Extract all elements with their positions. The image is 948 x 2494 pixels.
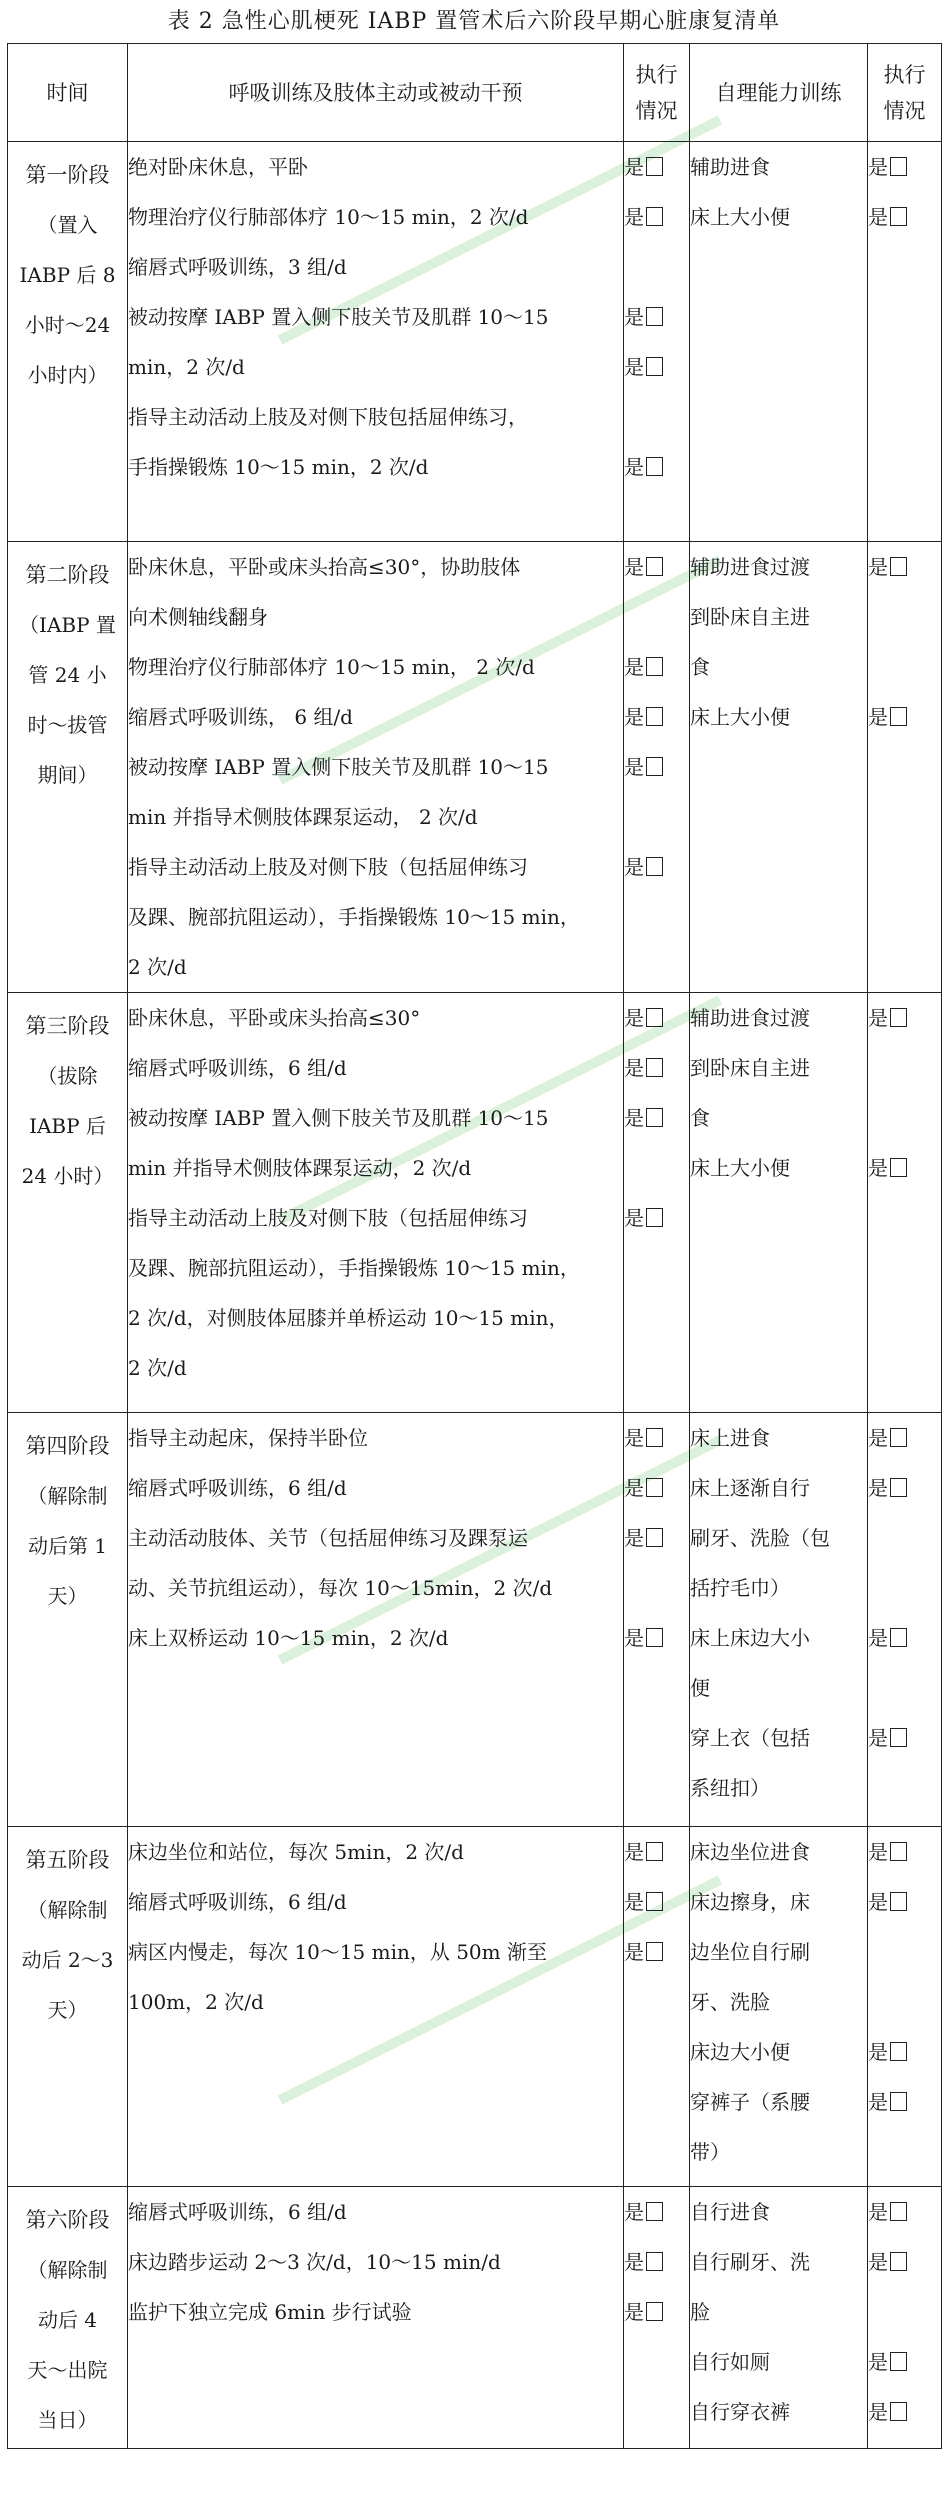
selfcare-line: 床上逐渐自行: [690, 1476, 810, 1500]
yes-label: 是: [868, 2200, 888, 2224]
stage-row: [8, 993, 942, 1413]
yes-checkbox-item[interactable]: [868, 2187, 941, 2237]
stage-row: [8, 142, 942, 542]
header-exec1: [624, 44, 690, 142]
checkbox-icon[interactable]: [646, 207, 663, 226]
stage-period-line: 时～拔管: [27, 713, 108, 737]
stage-period-line: 24 小时）: [21, 1164, 114, 1188]
breathing-line: 2 次/d: [128, 955, 187, 979]
checkbox-icon[interactable]: [646, 157, 663, 176]
checkbox-icon[interactable]: [646, 1008, 663, 1027]
breathing-line: 缩唇式呼吸训练，6 组/d: [128, 2200, 347, 2224]
stage-time-cell: [8, 542, 128, 993]
checkbox-icon[interactable]: [646, 707, 663, 726]
blank-line: [868, 1043, 941, 1093]
yes-checkbox-item[interactable]: [624, 2287, 689, 2337]
yes-checkbox-item[interactable]: [624, 542, 689, 592]
yes-label: 是: [624, 1940, 644, 1964]
selfcare-line: 床上床边大小: [690, 1626, 810, 1650]
yes-checkbox-item[interactable]: [868, 1143, 941, 1193]
checkbox-icon[interactable]: [890, 207, 907, 226]
yes-checkbox-item[interactable]: [868, 2337, 941, 2387]
yes-label: 是: [624, 155, 644, 179]
yes-checkbox-item[interactable]: [624, 1927, 689, 1977]
yes-label: 是: [624, 455, 644, 479]
checkbox-icon[interactable]: [646, 1528, 663, 1547]
selfcare-line: 刷牙、洗脸（包: [690, 1526, 830, 1550]
selfcare-line: 到卧床自主进: [690, 1056, 810, 1080]
blank-line: [624, 1293, 689, 1343]
yes-checkbox-item[interactable]: [624, 1193, 689, 1243]
breathing-line: 指导主动活动上肢及对侧下肢（包括屈伸练习: [128, 855, 528, 879]
breathing-line: 100m，2 次/d: [128, 1990, 264, 2014]
exec2-cell: [868, 2187, 942, 2449]
yes-checkbox-item[interactable]: [868, 192, 941, 242]
yes-checkbox-item[interactable]: [624, 1613, 689, 1663]
yes-checkbox-item[interactable]: [624, 692, 689, 742]
yes-label: 是: [624, 555, 644, 579]
yes-checkbox-item[interactable]: [624, 1093, 689, 1143]
stage-period-line: （IABP 置: [19, 613, 116, 637]
yes-label: 是: [624, 205, 644, 229]
stage-period-line: 天～出院: [27, 2358, 108, 2382]
selfcare-line: 食: [690, 1106, 710, 1130]
breathing-cell: [128, 1413, 624, 1827]
yes-label: 是: [624, 1526, 644, 1550]
header-selfcare: 自理能力训练: [690, 44, 868, 142]
yes-label: 是: [868, 2090, 888, 2114]
blank-line: [868, 2127, 941, 2177]
yes-label: 是: [624, 1426, 644, 1450]
yes-label: 是: [624, 855, 644, 879]
yes-label: 是: [868, 1840, 888, 1864]
exec1-cell: [624, 993, 690, 1413]
stage-period-line: （解除制: [27, 2258, 108, 2282]
yes-label: 是: [868, 1476, 888, 1500]
yes-checkbox-item[interactable]: [624, 742, 689, 792]
yes-label: 是: [868, 1156, 888, 1180]
exec2-cell: [868, 142, 942, 542]
exec2-cell: [868, 993, 942, 1413]
yes-label: 是: [624, 1006, 644, 1030]
blank-line: [624, 942, 689, 992]
breathing-line: 被动按摩 IABP 置入侧下肢关节及肌群 10～15: [128, 755, 549, 779]
yes-label: 是: [624, 655, 644, 679]
yes-label: 是: [624, 305, 644, 329]
breathing-line: 被动按摩 IABP 置入侧下肢关节及肌群 10～15: [128, 305, 549, 329]
breathing-line: 缩唇式呼吸训练，6 组/d: [128, 1890, 347, 1914]
yes-label: 是: [868, 2250, 888, 2274]
breathing-line: 绝对卧床休息，平卧: [128, 155, 308, 179]
breathing-line: 缩唇式呼吸训练， 6 组/d: [128, 705, 353, 729]
selfcare-line: 床上大小便: [690, 205, 790, 229]
selfcare-line: 便: [690, 1676, 710, 1700]
breathing-line: 指导主动活动上肢及对侧下肢（包括屈伸练习: [128, 1206, 528, 1230]
selfcare-line: 床边大小便: [690, 2040, 790, 2064]
checkbox-icon[interactable]: [646, 457, 663, 476]
yes-label: 是: [868, 205, 888, 229]
checkbox-icon[interactable]: [646, 1942, 663, 1961]
yes-checkbox-item[interactable]: [624, 342, 689, 392]
checkbox-icon[interactable]: [646, 1428, 663, 1447]
selfcare-cell: [690, 542, 868, 993]
breathing-line: 手指操锻炼 10～15 min，2 次/d: [128, 455, 429, 479]
checkbox-icon[interactable]: [890, 157, 907, 176]
selfcare-cell: [690, 1413, 868, 1827]
stage-period-line: 小时内）: [27, 363, 108, 387]
breathing-line: 及踝、腕部抗阻运动），手指操锻炼 10～15 min，: [128, 1256, 580, 1280]
yes-label: 是: [624, 1476, 644, 1500]
yes-label: 是: [624, 355, 644, 379]
breathing-line: 卧床休息，平卧或床头抬高≤30°: [128, 1006, 421, 1030]
exec1-cell: [624, 542, 690, 993]
selfcare-cell: [690, 142, 868, 542]
yes-checkbox-item[interactable]: [624, 292, 689, 342]
exec1-cell: [624, 1413, 690, 1827]
breathing-line: 指导主动起床，保持半卧位: [128, 1426, 368, 1450]
exec2-cell: [868, 542, 942, 993]
yes-checkbox-item[interactable]: [868, 142, 941, 192]
breathing-line: 监护下独立完成 6min 步行试验: [128, 2300, 412, 2324]
stage-time-cell: [8, 993, 128, 1413]
blank-line: [868, 1663, 941, 1713]
yes-checkbox-item[interactable]: [624, 442, 689, 492]
stage-row: [8, 542, 942, 993]
breathing-line: 床边踏步运动 2～3 次/d，10～15 min/d: [128, 2250, 501, 2274]
stage-period-line: 动后第 1: [27, 1534, 108, 1558]
checkbox-icon[interactable]: [890, 2202, 907, 2221]
selfcare-line: 穿上衣（包括: [690, 1726, 810, 1750]
checkbox-icon[interactable]: [646, 2252, 663, 2271]
header-row: [8, 44, 942, 142]
yes-checkbox-item[interactable]: [624, 192, 689, 242]
blank-line: [624, 1343, 689, 1393]
checkbox-icon[interactable]: [890, 707, 907, 726]
yes-checkbox-item[interactable]: [624, 1413, 689, 1463]
checkbox-icon[interactable]: [646, 1058, 663, 1077]
checkbox-icon[interactable]: [646, 1108, 663, 1127]
breathing-cell: [128, 2187, 624, 2449]
selfcare-line: 床上大小便: [690, 1156, 790, 1180]
stage-period-line: 天）: [47, 1584, 88, 1608]
checkbox-icon[interactable]: [646, 757, 663, 776]
breathing-line: 病区内慢走，每次 10～15 min，从 50m 渐至: [128, 1940, 547, 1964]
breathing-line: 卧床休息，平卧或床头抬高≤30°，协助肢体: [128, 555, 521, 579]
yes-checkbox-item[interactable]: [624, 1827, 689, 1877]
yes-label: 是: [624, 1840, 644, 1864]
yes-checkbox-item[interactable]: [868, 2387, 941, 2437]
breathing-line: 缩唇式呼吸训练，6 组/d: [128, 1056, 347, 1080]
table-title: 表 2 急性心肌梗死 IABP 置管术后六阶段早期心脏康复清单: [167, 9, 781, 34]
checkbox-icon[interactable]: [890, 2042, 907, 2061]
breathing-cell: [128, 993, 624, 1413]
yes-label: 是: [624, 1890, 644, 1914]
yes-checkbox-item[interactable]: [624, 993, 689, 1043]
breathing-line: 物理治疗仪行肺部体疗 10～15 min， 2 次/d: [128, 655, 535, 679]
blank-line: [868, 642, 941, 692]
blank-line: [868, 1513, 941, 1563]
exec2-cell: [868, 1827, 942, 2187]
yes-checkbox-item[interactable]: [624, 1043, 689, 1093]
yes-label: 是: [624, 1626, 644, 1650]
stage-name: 第三阶段: [25, 1014, 110, 1038]
table-body: [8, 142, 942, 2449]
stage-period-line: （拔除: [37, 1064, 98, 1088]
yes-label: 是: [868, 2040, 888, 2064]
stage-period-line: IABP 后: [29, 1114, 106, 1138]
stage-period-line: （置入: [37, 213, 98, 237]
blank-line: [868, 1563, 941, 1613]
header-exec2: [868, 44, 942, 142]
header-breathing: 呼吸训练及肢体主动或被动干预: [128, 44, 624, 142]
checkbox-icon[interactable]: [890, 2252, 907, 2271]
selfcare-line: 到卧床自主进: [690, 605, 810, 629]
checkbox-icon[interactable]: [890, 557, 907, 576]
yes-checkbox-item[interactable]: [624, 2187, 689, 2237]
header-exec1-line: 情况: [635, 98, 678, 123]
yes-label: 是: [868, 2350, 888, 2374]
blank-line: [868, 1927, 941, 1977]
checkbox-icon[interactable]: [890, 1892, 907, 1911]
stage-name: 第一阶段: [25, 163, 110, 187]
exec2-cell: [868, 1413, 942, 1827]
checkbox-icon[interactable]: [890, 1728, 907, 1747]
stage-period-line: 动后 4: [37, 2308, 98, 2332]
blank-line: [624, 1243, 689, 1293]
stage-row: [8, 1827, 942, 2187]
blank-line: [868, 1093, 941, 1143]
breathing-line: 被动按摩 IABP 置入侧下肢关节及肌群 10～15: [128, 1106, 549, 1130]
stage-period-line: （解除制: [27, 1898, 108, 1922]
yes-checkbox-item[interactable]: [868, 1613, 941, 1663]
blank-line: [624, 242, 689, 292]
selfcare-cell: [690, 993, 868, 1413]
stage-row: [8, 2187, 942, 2449]
checkbox-icon[interactable]: [646, 2202, 663, 2221]
breathing-cell: [128, 542, 624, 993]
breathing-line: 床上双桥运动 10～15 min，2 次/d: [128, 1626, 449, 1650]
yes-label: 是: [868, 1890, 888, 1914]
stage-period-line: （解除制: [27, 1484, 108, 1508]
checkbox-icon[interactable]: [646, 307, 663, 326]
blank-line: [624, 892, 689, 942]
yes-checkbox-item[interactable]: [624, 1463, 689, 1513]
yes-checkbox-item[interactable]: [868, 993, 941, 1043]
stage-name: 第二阶段: [25, 563, 110, 587]
yes-label: 是: [624, 1206, 644, 1230]
stage-period-line: 当日）: [37, 2408, 98, 2432]
yes-checkbox-item[interactable]: [868, 2027, 941, 2077]
yes-label: 是: [868, 1006, 888, 1030]
selfcare-line: 自行如厕: [690, 2350, 770, 2374]
selfcare-line: 带）: [690, 2140, 730, 2164]
stage-period-line: 天）: [47, 1998, 88, 2022]
breathing-line: 指导主动活动上肢及对侧下肢包括屈伸练习，: [128, 405, 528, 429]
breathing-line: 床边坐位和站位，每次 5min，2 次/d: [128, 1840, 464, 1864]
exec1-cell: [624, 2187, 690, 2449]
checkbox-icon[interactable]: [646, 657, 663, 676]
stage-period-line: 管 24 小: [28, 663, 107, 687]
stage-time-cell: [8, 142, 128, 542]
breathing-line: 2 次/d: [128, 1356, 187, 1380]
blank-line: [868, 1977, 941, 2027]
stage-time-cell: [8, 1827, 128, 2187]
yes-label: 是: [624, 2200, 644, 2224]
checkbox-icon[interactable]: [890, 1842, 907, 1861]
stage-period-line: IABP 后 8: [19, 263, 116, 287]
checkbox-icon[interactable]: [890, 2402, 907, 2421]
breathing-line: 2 次/d，对侧肢体屈膝并单桥运动 10～15 min，: [128, 1306, 569, 1330]
yes-label: 是: [624, 755, 644, 779]
selfcare-line: 食: [690, 655, 710, 679]
yes-checkbox-item[interactable]: [868, 1463, 941, 1513]
yes-checkbox-item[interactable]: [868, 1877, 941, 1927]
exec1-cell: [624, 142, 690, 542]
blank-line: [868, 592, 941, 642]
yes-checkbox-item[interactable]: [868, 2237, 941, 2287]
checkbox-icon[interactable]: [890, 2352, 907, 2371]
breathing-line: 物理治疗仪行肺部体疗 10～15 min，2 次/d: [128, 205, 529, 229]
breathing-line: 动、关节抗组运动），每次 10～15min，2 次/d: [128, 1576, 553, 1600]
yes-checkbox-item[interactable]: [868, 692, 941, 742]
header-exec2-line: 情况: [883, 98, 926, 123]
selfcare-line: 自行进食: [690, 2200, 770, 2224]
yes-checkbox-item[interactable]: [868, 1827, 941, 1877]
blank-line: [624, 1977, 689, 2027]
header-exec2-line: 执行: [883, 62, 926, 87]
yes-checkbox-item[interactable]: [624, 142, 689, 192]
breathing-cell: [128, 142, 624, 542]
selfcare-line: 自行穿衣裤: [690, 2400, 790, 2424]
selfcare-line: 穿裤子（系腰: [690, 2090, 810, 2114]
yes-checkbox-item[interactable]: [868, 1713, 941, 1763]
blank-line: [624, 1563, 689, 1613]
yes-label: 是: [868, 1726, 888, 1750]
header-time: 时间: [8, 44, 128, 142]
checkbox-icon[interactable]: [646, 2302, 663, 2321]
yes-label: 是: [868, 2400, 888, 2424]
selfcare-line: 辅助进食: [690, 155, 770, 179]
yes-label: 是: [868, 155, 888, 179]
stage-period-line: 期间）: [37, 763, 98, 787]
yes-checkbox-item[interactable]: [624, 1877, 689, 1927]
selfcare-line: 床边坐位进食: [690, 1840, 810, 1864]
breathing-line: min，2 次/d: [128, 355, 245, 379]
breathing-line: 及踝、腕部抗阻运动），手指操锻炼 10～15 min，: [128, 905, 580, 929]
breathing-line: 向术侧轴线翻身: [128, 605, 268, 629]
stage-period-line: 动后 2～3: [21, 1948, 114, 1972]
selfcare-line: 边坐位自行刷: [690, 1940, 810, 1964]
blank-line: [868, 2287, 941, 2337]
yes-checkbox-item[interactable]: [868, 2077, 941, 2127]
yes-label: 是: [868, 555, 888, 579]
blank-line: [624, 592, 689, 642]
breathing-cell: [128, 1827, 624, 2187]
breathing-line: 缩唇式呼吸训练，6 组/d: [128, 1476, 347, 1500]
yes-checkbox-item[interactable]: [868, 1413, 941, 1463]
checkbox-icon[interactable]: [890, 1628, 907, 1647]
selfcare-line: 床上大小便: [690, 705, 790, 729]
selfcare-line: 脸: [690, 2300, 710, 2324]
stage-row: [8, 1413, 942, 1827]
yes-label: 是: [868, 705, 888, 729]
yes-label: 是: [624, 1106, 644, 1130]
selfcare-line: 自行刷牙、洗: [690, 2250, 810, 2274]
yes-label: 是: [868, 1426, 888, 1450]
selfcare-line: 床边擦身，床: [690, 1890, 810, 1914]
checkbox-icon[interactable]: [890, 2092, 907, 2111]
breathing-line: min 并指导术侧肢体踝泵运动， 2 次/d: [128, 805, 478, 829]
yes-label: 是: [624, 705, 644, 729]
selfcare-cell: [690, 2187, 868, 2449]
checkbox-icon[interactable]: [890, 1428, 907, 1447]
blank-line: [624, 792, 689, 842]
checkbox-icon[interactable]: [890, 1158, 907, 1177]
checkbox-icon[interactable]: [646, 1892, 663, 1911]
breathing-line: min 并指导术侧肢体踝泵运动，2 次/d: [128, 1156, 472, 1180]
yes-label: 是: [624, 1056, 644, 1080]
checkbox-icon[interactable]: [646, 357, 663, 376]
checkbox-icon[interactable]: [646, 1842, 663, 1861]
selfcare-line: 辅助进食过渡: [690, 1006, 810, 1030]
selfcare-line: 床上进食: [690, 1426, 770, 1450]
stage-time-cell: [8, 2187, 128, 2449]
yes-checkbox-item[interactable]: [624, 642, 689, 692]
stage-name: 第五阶段: [25, 1848, 110, 1872]
stage-name: 第六阶段: [25, 2208, 110, 2232]
selfcare-line: 辅助进食过渡: [690, 555, 810, 579]
yes-label: 是: [624, 2250, 644, 2274]
checkbox-icon[interactable]: [890, 1008, 907, 1027]
checkbox-icon[interactable]: [646, 1628, 663, 1647]
yes-label: 是: [868, 1626, 888, 1650]
yes-label: 是: [624, 2300, 644, 2324]
exec1-cell: [624, 1827, 690, 2187]
stage-time-cell: [8, 1413, 128, 1827]
checkbox-icon[interactable]: [646, 557, 663, 576]
yes-checkbox-item[interactable]: [624, 2237, 689, 2287]
selfcare-line: 括拧毛巾）: [690, 1576, 790, 1600]
checkbox-icon[interactable]: [646, 857, 663, 876]
checkbox-icon[interactable]: [646, 1478, 663, 1497]
blank-line: [624, 1143, 689, 1193]
blank-line: [868, 1763, 941, 1813]
selfcare-line: 牙、洗脸: [690, 1990, 770, 2014]
selfcare-line: 系纽扣）: [690, 1776, 770, 1800]
checkbox-icon[interactable]: [890, 1478, 907, 1497]
yes-checkbox-item[interactable]: [868, 542, 941, 592]
header-exec1-line: 执行: [635, 62, 678, 87]
breathing-line: 缩唇式呼吸训练，3 组/d: [128, 255, 347, 279]
selfcare-cell: [690, 1827, 868, 2187]
stage-name: 第四阶段: [25, 1434, 110, 1458]
yes-checkbox-item[interactable]: [624, 842, 689, 892]
blank-line: [624, 392, 689, 442]
checkbox-icon[interactable]: [646, 1208, 663, 1227]
yes-checkbox-item[interactable]: [624, 1513, 689, 1563]
breathing-line: 主动活动肢体、关节（包括屈伸练习及踝泵运: [128, 1526, 528, 1550]
rehab-table: [7, 43, 942, 2449]
stage-period-line: 小时～24: [24, 313, 111, 337]
